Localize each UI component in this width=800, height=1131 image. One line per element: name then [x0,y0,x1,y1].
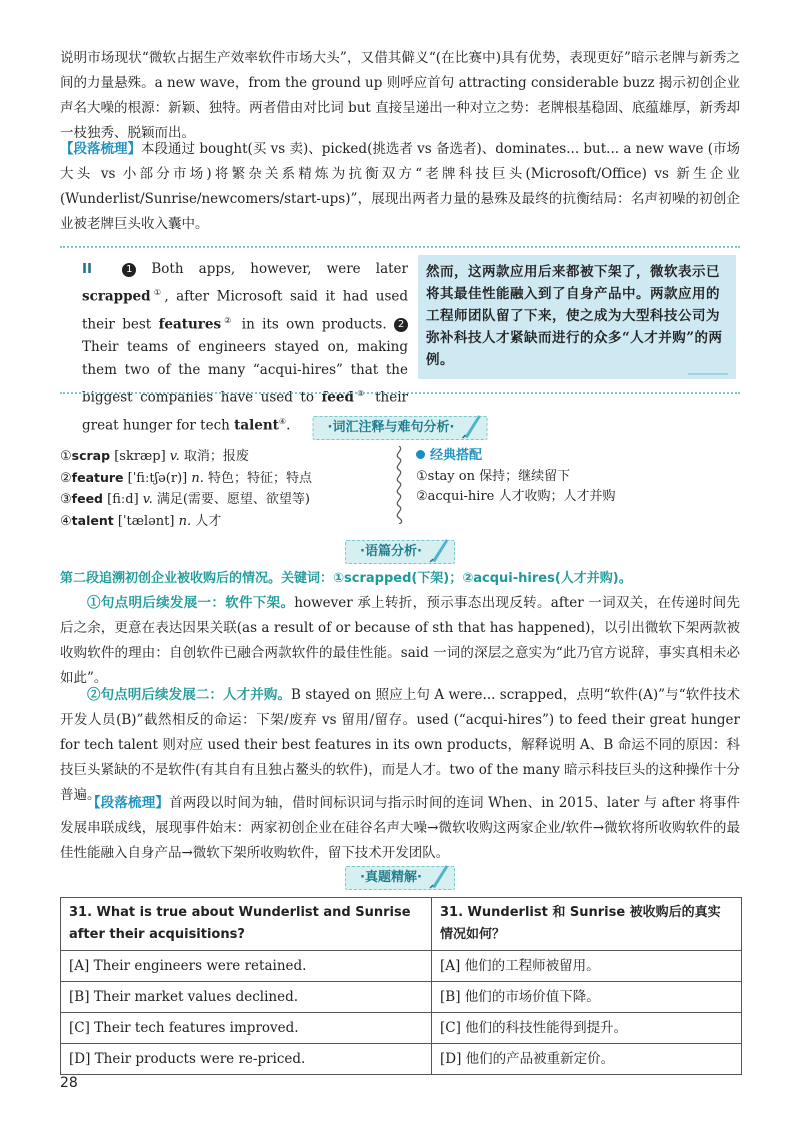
passage-paragraph-2 [82,258,408,437]
spring-divider-icon [392,446,406,524]
option-zh: [A] 他们的工程师被留用。 [432,951,742,982]
option-en: [D] Their products were re-priced. [61,1044,432,1075]
dotted-divider [60,392,740,394]
pen-icon [428,861,450,889]
intro-paragraph: 说明市场现状“微软占据生产效率软件市场大头”，又借其僻义“(在比赛中)具有优势，表现更好”暗示老牌与新秀之间的力量悬殊。a new wave，from the ground up 则呼应首句 attracting considerable buzz 揭示初创企业声名大噪的根源：新颖、独特。两者借由对比词 but 直接呈递出一种对立之势：老牌根基稳固、底蕴雄厚，新秀却一枝独秀、脱颖而出。 [60,50,740,141]
sentence-text: Both apps, however, were later [151,261,408,277]
vocab-list [60,446,390,532]
option-zh: [C] 他们的科技性能得到提升。 [432,1013,742,1044]
question-zh: 31. Wunderlist 和 Sunrise 被收购后的真实情况如何？ [432,898,742,951]
summary-label: 【段落梳理】 [60,141,142,157]
page-number: 28 [60,1075,78,1091]
pen-icon [428,535,450,563]
paragraph-summary-1 [60,137,740,237]
vocab-item: ②feature [ˈfiːtʃə(r)] n. 特色；特征；特点 [60,469,313,486]
option-zh: [B] 他们的市场价值下降。 [432,982,742,1013]
vocab-word-talent: talent [234,417,279,433]
analysis-heading: 第二段追溯初创企业被收购后的情况。关键词：①scrapped(下架)；②acqui-hires(人才并购)。 [60,571,632,586]
option-zh: [D] 他们的产品被重新定价。 [432,1044,742,1075]
vocab-word-feed: feed [321,389,354,406]
option-row [61,1013,742,1044]
banner-label: ·语篇分析· [360,544,422,559]
collocation-item: ②acqui-hire 人才收购；人才并购 [416,489,616,504]
sentence-text: Their teams of engineers stayed on, making them two of the many “acqui-hires” that the biggest companies have used to [82,339,408,406]
summary-text: 本段通过 bought(买 vs 卖)、picked(挑选者 vs 备选者)、dominates... but... a new wave (市场大头 vs 小部分市场)将繁杂关系精炼为抗衡双方“老牌科技巨头(Microsoft/Office) vs 新生企业(Wunderlist/Sunrise/newcomers/start-ups)”，展现出两者力量的悬殊及最终的抗衡结局：名声初噪的初创企业被老牌巨头收入囊中。 [60,141,740,232]
paragraph-number: II [82,261,93,277]
analysis-point-1: ①句点明后续发展一：软件下架。however 承上转折，预示事态出现反转。after 一词双关，在传递时间先后之余，更意在表达因果关联(as a result of or because of sth that has happened)，以引出微软下架两款被收购软件的理由：自创软件已融合两款软件的最佳性能。said 一词的深层之意实为“此乃官方说辞，事实真相未必如此”。 [60,595,740,686]
question-row [61,898,742,951]
sentence-text: their great hunger for tech [82,389,409,433]
section-banner-exam [345,866,455,890]
bullet-icon [416,450,425,459]
vocab-item: ①scrap [skræp] v. 取消；报废 [60,448,249,464]
section-banner-analysis [345,540,455,564]
option-row [61,951,742,982]
question-en: 31. What is true about Wunderlist and Sunrise after their acquisitions? [61,898,432,951]
sentence-text: in its own products. [234,316,387,332]
sentence-text: . [286,417,291,433]
collocation-list [416,446,736,508]
pen-icon [460,411,482,439]
footnote-mark: ② [221,315,235,325]
option-row [61,1044,742,1075]
vocab-word-features: features [158,316,222,332]
translation-box: 然而，这两款应用后来都被下架了，微软表示已将其最佳性能融入到了自身产品中。两款应用的工程师团队留了下来，使之成为大型科技公司为弥补科技人才紧缺而进行的众多“人才并购”的两例。 [418,255,736,379]
question-table [60,897,742,1075]
sentence-text: , after Microsoft said it had used their best [82,288,409,332]
option-row [61,982,742,1013]
sentence-1-marker: 1 [122,263,136,277]
vocab-word-scrapped: scrapped [82,288,151,305]
option-en: [C] Their tech features improved. [61,1013,432,1044]
analysis-summary: 【段落梳理】首两段以时间为轴，借时间标识词与指示时间的连词 When、in 2015、later 与 after 将事件发展串联成线，展现事件始末：两家初创企业在硅谷名声大噪→微软收购这两家企业/软件→微软将所收购软件的最佳性能融入自身产品→微软下架所收购软件，留下技术开发团队。 [60,795,741,861]
collocation-item: ①stay on 保持；继续留下 [416,468,571,484]
collocation-title: 经典搭配 [430,448,483,463]
option-en: [A] Their engineers were retained. [61,951,432,982]
vocab-item: ④talent [ˈtælənt] n. 人才 [60,512,222,529]
footnote-mark: ④ [278,416,287,426]
sentence-2-marker: 2 [394,318,408,332]
option-en: [B] Their market values declined. [61,982,432,1013]
vocab-item: ③feed [fiːd] v. 满足(需要、愿望、欲望等) [60,491,310,507]
section-banner-vocab [313,416,488,440]
banner-label: ·词汇注释与难句分析· [327,420,455,435]
analysis-point-2: ②句点明后续发展二：人才并购。B stayed on 照应上句 A were... scrapped，点明“软件(A)”与“软件技术开发人员(B)”截然相反的命运：下架/废弃 vs 留用/留存。used (“acqui-hires”) to feed their great hunger for tech talent 则对应 used their best features in its own products，解释说明 A、B 命运不同的原因：科技巨头紧缺的不是软件(有其自有且独占鳌头的软件)，而是人才。two of the many 暗示科技巨头的这种操作十分普遍。 [60,687,741,803]
banner-label: ·真题精解· [360,870,422,885]
dotted-divider [60,246,740,248]
footnote-mark: ① [150,288,165,297]
footnote-mark: ③ [353,389,368,398]
